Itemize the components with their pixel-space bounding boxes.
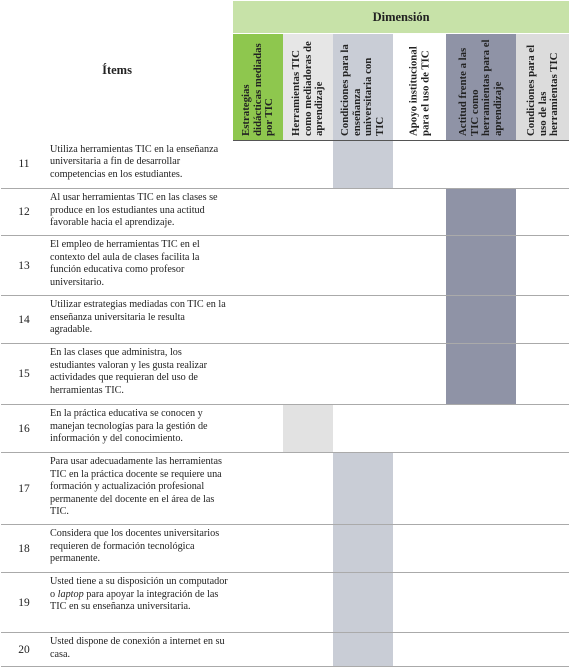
cell xyxy=(446,405,516,453)
cell xyxy=(516,453,569,525)
cell xyxy=(393,344,446,405)
table-row xyxy=(1,296,569,344)
cell xyxy=(283,236,333,296)
col-header-herramientas: Herramientas TIC como mediadoras de aprendizaje xyxy=(283,34,333,141)
item-number: 18 xyxy=(1,525,47,573)
item-dimension-table xyxy=(1,1,569,667)
item-number: 12 xyxy=(1,189,47,236)
item-number: 13 xyxy=(1,236,47,296)
cell xyxy=(393,453,446,525)
item-number: 17 xyxy=(1,453,47,525)
cell xyxy=(233,296,283,344)
item-text: Usted dispone de conexión a internet en su casa. xyxy=(47,633,233,667)
dimension-mark xyxy=(333,573,393,633)
cell xyxy=(333,344,393,405)
table-row xyxy=(1,633,569,667)
cell xyxy=(446,453,516,525)
cell xyxy=(393,189,446,236)
item-text: En las clases que administra, los estudiantes valoran y les gusta realizar actividades que requieran del uso de herramientas TIC. xyxy=(47,344,233,405)
cell xyxy=(333,236,393,296)
dimension-mark xyxy=(333,525,393,573)
cell xyxy=(283,296,333,344)
cell xyxy=(516,236,569,296)
cell xyxy=(393,405,446,453)
cell xyxy=(233,573,283,633)
cell xyxy=(283,141,333,189)
dimension-mark xyxy=(333,141,393,189)
cell xyxy=(516,525,569,573)
cell xyxy=(446,141,516,189)
cell xyxy=(283,525,333,573)
cell xyxy=(516,344,569,405)
cell xyxy=(393,573,446,633)
items-header: Ítems xyxy=(102,63,132,78)
item-number: 19 xyxy=(1,573,47,633)
item-number: 16 xyxy=(1,405,47,453)
dimension-mark xyxy=(333,633,393,667)
cell xyxy=(333,189,393,236)
cell xyxy=(393,633,446,667)
item-number: 11 xyxy=(1,141,47,189)
item-text: Utilizar estrategias mediadas con TIC en la enseñanza universitaria le resulta agradable. xyxy=(47,296,233,344)
table-row xyxy=(1,405,569,453)
dimension-mark xyxy=(446,236,516,296)
item-number: 20 xyxy=(1,633,47,667)
cell xyxy=(283,189,333,236)
dimension-mark xyxy=(283,405,333,453)
cell xyxy=(333,296,393,344)
cell xyxy=(393,141,446,189)
item-text: Utiliza herramientas TIC en la enseñanza universitaria a fin de desarrollar competencias en los estudiantes. xyxy=(47,141,233,189)
table-row xyxy=(1,573,569,633)
item-text: Usted tiene a su disposición un computador o laptop para apoyar la integración de las TIC en su enseñanza universitaria. xyxy=(47,573,233,633)
col-header-condiciones-uso: Condiciones para el uso de las herramientas TIC xyxy=(516,34,569,141)
cell xyxy=(516,633,569,667)
cell xyxy=(333,405,393,453)
cell xyxy=(446,633,516,667)
cell xyxy=(233,141,283,189)
cell xyxy=(233,236,283,296)
cell xyxy=(233,189,283,236)
dimension-mark xyxy=(446,344,516,405)
item-text: En la práctica educativa se conocen y manejan tecnologías para la gestión de información y del conocimiento. xyxy=(47,405,233,453)
table-row xyxy=(1,525,569,573)
table-row xyxy=(1,141,569,189)
table-row xyxy=(1,344,569,405)
dimension-mark xyxy=(446,296,516,344)
cell xyxy=(516,189,569,236)
table-row xyxy=(1,236,569,296)
cell xyxy=(446,525,516,573)
cell xyxy=(283,344,333,405)
dimension-mark xyxy=(446,189,516,236)
col-header-apoyo-institucional: Apoyo institucional para el uso de TIC xyxy=(393,34,446,141)
cell xyxy=(446,573,516,633)
col-header-actitud: Actitud frente a las TIC como herramientas para el aprendizaje xyxy=(446,34,516,141)
cell xyxy=(233,525,283,573)
cell xyxy=(233,405,283,453)
table-row xyxy=(1,189,569,236)
col-header-estrategias: Estrategias didácticas mediadas por TIC xyxy=(233,34,283,141)
item-number: 15 xyxy=(1,344,47,405)
cell xyxy=(516,141,569,189)
cell xyxy=(393,296,446,344)
cell xyxy=(233,344,283,405)
item-text: Al usar herramientas TIC en las clases se produce en los estudiantes una actitud favorable hacia el aprendizaje. xyxy=(47,189,233,236)
cell xyxy=(283,453,333,525)
dimension-mark xyxy=(333,453,393,525)
cell xyxy=(516,405,569,453)
cell xyxy=(233,633,283,667)
table-row xyxy=(1,453,569,525)
item-text: El empleo de herramientas TIC en el contexto del aula de clases facilita la función educativa como profesor universitario. xyxy=(47,236,233,296)
item-text: Considera que los docentes universitarios requieren de formación tecnológica permanente. xyxy=(47,525,233,573)
cell xyxy=(283,573,333,633)
cell xyxy=(283,633,333,667)
item-text: Para usar adecuadamente las herramientas TIC en la práctica docente se requiere una formación y actualización profesional permanente del docente en el área de las TIC. xyxy=(47,453,233,525)
col-header-condiciones-ensenanza: Condiciones para la enseñanza universitaria con TIC xyxy=(333,34,393,141)
cell xyxy=(393,236,446,296)
cell xyxy=(393,525,446,573)
cell xyxy=(233,453,283,525)
cell xyxy=(516,296,569,344)
dimension-header: Dimensión xyxy=(233,1,569,34)
cell xyxy=(516,573,569,633)
item-number: 14 xyxy=(1,296,47,344)
